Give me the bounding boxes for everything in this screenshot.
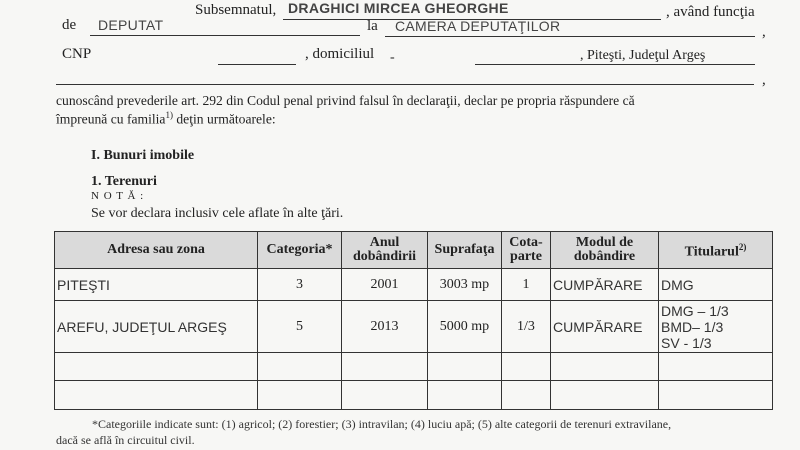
la-label: la xyxy=(367,18,378,34)
cell-titular: DMG xyxy=(659,269,773,301)
header-modul: Modul de dobândire xyxy=(551,232,659,269)
header-categoria: Categoria* xyxy=(258,232,342,269)
declaration-line-2: împreună cu familia$^{1)}$ deţin următoarele: xyxy=(56,110,276,127)
domiciliu-underline-a xyxy=(475,64,580,65)
cell-titular xyxy=(659,301,773,353)
section-subtitle: 1. Terenuri xyxy=(91,174,157,189)
cell-suprafata xyxy=(428,353,502,381)
institutia-underline xyxy=(385,36,755,37)
cell-adresa: PITEŞTI xyxy=(55,269,258,301)
comma-1: , xyxy=(762,24,766,40)
cell-modul xyxy=(551,381,659,410)
cell-suprafata xyxy=(428,381,502,410)
cell-cota: 1 xyxy=(502,269,551,301)
declaration-line-1: cunoscând prevederile art. 292 din Codul penal privind falsul în declaraţii, declar pe propria răspundere că xyxy=(56,93,635,108)
cell-adresa xyxy=(55,353,258,381)
table-header-row xyxy=(55,232,773,269)
cell-anul: 2001 xyxy=(342,269,428,301)
table-row xyxy=(55,269,773,301)
table-row xyxy=(55,381,773,410)
cell-modul: CUMPĂRARE xyxy=(551,269,659,301)
header-cota: Cota-parte xyxy=(502,232,551,269)
cell-adresa: AREFU, JUDEŢUL ARGEŞ xyxy=(55,301,258,353)
cell-suprafata: 3003 mp xyxy=(428,269,502,301)
table-row xyxy=(55,301,773,353)
cell-modul xyxy=(551,353,659,381)
cell-cota xyxy=(502,381,551,410)
section-title: I. Bunuri imobile xyxy=(91,148,195,163)
declarant-name: DRAGHICI MIRCEA GHEORGHE xyxy=(288,0,509,16)
functia-underline xyxy=(90,35,360,36)
institutia-value: CAMERA DEPUTAŢILOR xyxy=(395,18,561,34)
cell-suprafata: 5000 mp xyxy=(428,301,502,353)
de-label: de xyxy=(62,17,77,33)
cell-categoria: 5 xyxy=(258,301,342,353)
footnote-line-2: dacă se află în circuitul civil. xyxy=(56,433,195,447)
cell-titular xyxy=(659,353,773,381)
subsemnatul-label: Subsemnatul, xyxy=(195,2,277,18)
cell-adresa xyxy=(55,381,258,410)
cell-anul xyxy=(342,381,428,410)
footnote-line-1: *Categoriile indicate sunt: (1) agricol; (2) forestier; (3) intravilan; (4) luciu apă; (5) alte categorii de terenuri extravilane, xyxy=(92,417,672,431)
cell-categoria: 3 xyxy=(258,269,342,301)
cell-anul: 2013 xyxy=(342,301,428,353)
titular-line: BMD– 1/3 xyxy=(661,318,724,335)
cell-categoria xyxy=(258,381,342,410)
cell-cota: 1/3 xyxy=(502,301,551,353)
titular-line: DMG – 1/3 xyxy=(661,302,729,319)
header-titular: Titularul$^{2)}$ xyxy=(659,232,773,269)
domiciliu-dash: - xyxy=(390,50,395,65)
cnp-label: CNP xyxy=(62,46,92,62)
cell-modul: CUMPĂRARE xyxy=(551,301,659,353)
comma-2: , xyxy=(762,72,766,88)
address-continuation-line xyxy=(56,84,754,85)
functia-value: DEPUTAT xyxy=(98,17,164,33)
cell-cota xyxy=(502,353,551,381)
domiciliu-value: , Piteşti, Judeţul Argeş xyxy=(580,48,706,63)
terenuri-table xyxy=(54,231,773,410)
titular-line: SV - 1/3 xyxy=(661,334,712,351)
header-suprafata: Suprafaţa xyxy=(428,232,502,269)
nota-label: N O T Ă : xyxy=(91,190,145,202)
cell-anul xyxy=(342,353,428,381)
header-adresa: Adresa sau zona xyxy=(55,232,258,269)
cnp-underline xyxy=(218,64,296,65)
cell-titular xyxy=(659,381,773,410)
header-anul: Anul dobândirii xyxy=(342,232,428,269)
nota-text: Se vor declara inclusiv cele aflate în alte ţări. xyxy=(91,206,344,221)
table-row xyxy=(55,353,773,381)
domiciliul-label: , domiciliul xyxy=(305,46,375,62)
cell-categoria xyxy=(258,353,342,381)
avand-functia-label: , având funcţia xyxy=(666,4,755,20)
domiciliu-underline-b xyxy=(580,64,755,65)
